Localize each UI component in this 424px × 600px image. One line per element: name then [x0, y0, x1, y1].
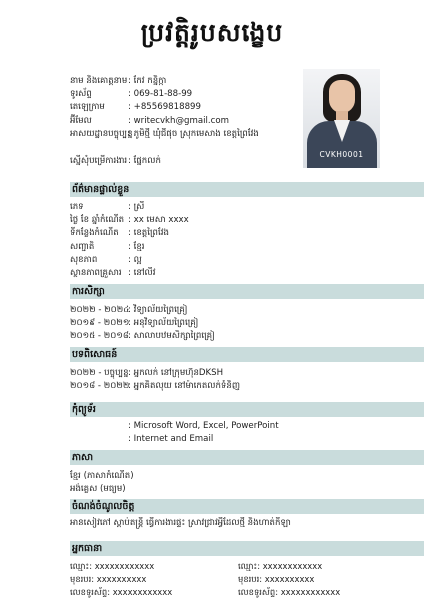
personal-value: : ល្អ: [128, 254, 142, 265]
experience-list: [70, 367, 370, 393]
apply-label: ស្នើសុំបម្រើការងារ: [70, 156, 128, 166]
skill-value: : Internet and Email: [128, 434, 214, 445]
section-heading-education: ការសិក្សា: [70, 284, 424, 299]
personal-label: សញ្ជាតិ: [70, 241, 95, 252]
contact-label: តេឡេក្រាម: [70, 102, 105, 113]
experience-row: [70, 367, 370, 380]
reference-name: ឈ្មោះ: xxxxxxxxxxxx: [70, 561, 155, 571]
contact-value: : ភូមិថ្មី ឃុំជីផុច ស្រុកមេសាង ខេត្តព្រៃវែង: [128, 128, 259, 139]
contact-row-name: [70, 75, 300, 88]
personal-value: : xx មេសា xxxx: [128, 215, 189, 226]
section-heading-references: អ្នកធានា: [70, 541, 424, 556]
position-applied: [70, 155, 161, 168]
experience-years: ២០២២ - បច្ចុប្បន្ន: [70, 368, 129, 378]
hobbies: [70, 517, 424, 530]
language-item: [70, 483, 370, 496]
personal-label: ទីកន្លែងកំណើត: [70, 228, 119, 239]
section-heading-experience: បទពិសោធន៍: [70, 347, 424, 362]
experience-row: [70, 380, 370, 393]
skill-row: [70, 433, 370, 446]
language-item: [70, 470, 370, 483]
education-school: : វិទ្យាល័យព្រៃគ្រៀ: [128, 305, 188, 315]
personal-row: [70, 241, 370, 254]
contact-row-email: [70, 115, 300, 128]
section-heading-languages: ភាសា: [70, 450, 424, 465]
personal-row: [70, 201, 370, 214]
contact-label: ទូរស័ព្ទ: [70, 89, 92, 100]
education-row: [70, 304, 370, 317]
education-years: ២០២២ - ២០២៤: [70, 305, 130, 315]
reference-position: មុខរបរ: xxxxxxxxxx: [70, 574, 147, 584]
education-list: [70, 304, 370, 344]
contact-value: : +85569818899: [128, 102, 201, 113]
personal-row: [70, 254, 370, 267]
language-value: អង់គ្លេស (មធ្យម): [70, 484, 126, 495]
photo-watermark: CVKH0001: [319, 150, 364, 159]
reference-1: [70, 560, 220, 599]
photo-face: [329, 80, 355, 113]
section-heading-personal: ព័ត៌មានផ្ទាល់ខ្លួន: [70, 182, 424, 197]
personal-info: [70, 201, 370, 280]
education-school: : អនុវិទ្យាល័យព្រៃគ្រៀ: [128, 318, 199, 329]
language-list: [70, 470, 370, 496]
skill-label: [70, 433, 128, 446]
reference-phone: លេខទូរស័ព្ទ: xxxxxxxxxxxx: [70, 587, 173, 597]
personal-row: [70, 267, 370, 280]
reference-phone: លេខទូរស័ព្ទ: xxxxxxxxxxxx: [238, 587, 341, 597]
education-row: [70, 317, 370, 330]
contact-value: : កែវ កន្និក្កា: [128, 76, 167, 86]
personal-value: : ខ្មែរ: [128, 241, 145, 252]
section-heading-computer: កុំព្យូទ័រ: [70, 402, 424, 417]
personal-row: [70, 214, 370, 227]
personal-label: សុខភាព: [70, 254, 98, 265]
skill-value: : Microsoft Word, Excel, PowerPoint: [128, 421, 279, 431]
contact-row-address: [70, 128, 300, 141]
contact-label: អ៊ីមែល: [70, 115, 92, 126]
experience-role: : អ្នកគិតលុយ នៅម៉ាកេតលក់ទំនិញ: [128, 381, 241, 392]
personal-value: : ស្រី: [128, 202, 145, 212]
personal-row: [70, 227, 370, 240]
computer-skills: [70, 420, 370, 446]
contact-value: : 069-81-88-99: [128, 89, 193, 100]
reference-position: មុខរបរ: xxxxxxxxxx: [238, 574, 315, 584]
contact-value: : writecvkh@gmail.com: [128, 115, 230, 126]
personal-value: : នៅលីវ: [128, 267, 156, 278]
skill-label: [70, 420, 128, 433]
personal-label: ស្ថានភាពគ្រួសារ: [70, 267, 122, 278]
language-value: ខ្មែរ (ភាសាកំណើត): [70, 471, 134, 481]
personal-label: ភេទ: [70, 202, 84, 212]
personal-label: ថ្ងៃ ខែ ឆ្នាំកំណើត: [70, 215, 125, 226]
apply-row: [70, 155, 161, 168]
reference-name: ឈ្មោះ: xxxxxxxxxxxx: [238, 561, 323, 571]
contact-row-telegram: [70, 101, 300, 114]
experience-years: ២០១៨ - ២០២២: [70, 381, 130, 392]
experience-role: : អ្នកលក់ នៅក្រុមហ៊ុនDKSH: [128, 368, 224, 378]
education-years: ២០១៥ - ២០១៨: [70, 331, 129, 342]
contact-row-phone: [70, 88, 300, 101]
education-school: : សាលាបឋមសិក្សាព្រៃគ្រៀ: [128, 331, 215, 342]
profile-photo: [303, 69, 380, 168]
page-title: ប្រវត្តិរូបសង្ខេប: [140, 18, 284, 47]
apply-value: : ផ្នែកលក់: [128, 156, 161, 166]
education-years: ២០១៩ - ២០២១: [70, 318, 130, 329]
contact-label: អាសយដ្ឋានបច្ចុប្បន្ន: [70, 128, 133, 139]
section-heading-hobbies: ចំណង់ចំណូលចិត្ត: [70, 499, 424, 514]
personal-value: : ខេត្តព្រៃវែង: [128, 228, 169, 239]
hobbies-text: [70, 517, 424, 530]
skill-row: [70, 420, 370, 433]
contact-label: នាម និងគោត្តនាម: [70, 76, 128, 86]
hobbies-value: អានសៀវភៅ ស្តាប់តន្ត្រី ធ្វើការងារផ្ទះ ស្រាវជ្រាវអ្វីដែលថ្មី និងហាត់កីឡា: [70, 518, 291, 528]
reference-2: [238, 560, 388, 599]
contact-info: [70, 75, 300, 141]
education-row: [70, 330, 370, 343]
